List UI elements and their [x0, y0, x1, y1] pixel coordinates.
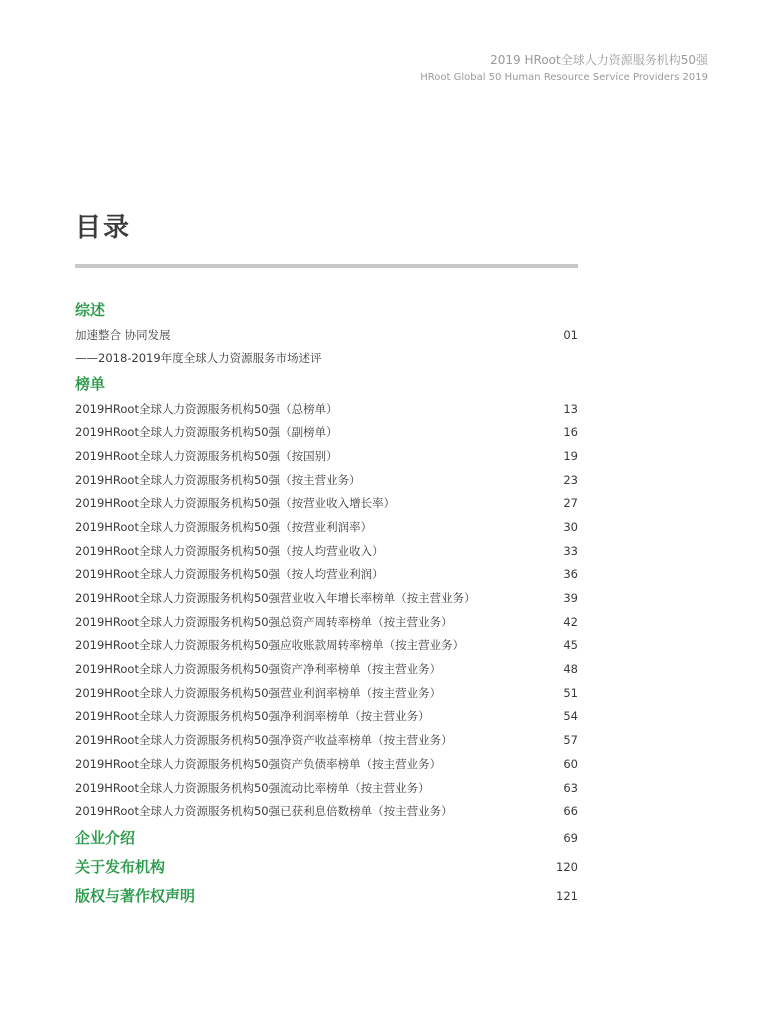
toc-section-page: 121	[556, 888, 578, 903]
toc-entry-title: 2019HRoot全球人力资源服务机构50强（按主营业务）	[75, 472, 361, 487]
toc-entry-title: 2019HRoot全球人力资源服务机构50强应收账款周转率榜单（按主营业务）	[75, 638, 465, 653]
toc-entry-page: 23	[563, 472, 578, 487]
toc-section-heading-rankings: 榜单	[75, 374, 106, 393]
toc-entry[interactable]	[75, 515, 578, 539]
toc-entry[interactable]	[75, 397, 578, 421]
header-title-en: HRoot Global 50 Human Resource Service Providers 2019	[420, 72, 708, 83]
toc-entry-title: 2019HRoot全球人力资源服务机构50强（按人均营业利润）	[75, 567, 384, 582]
toc-entry-page: 66	[563, 804, 578, 819]
toc-entry[interactable]	[75, 539, 578, 563]
toc-entry[interactable]	[75, 799, 578, 823]
toc-entry-title: 2019HRoot全球人力资源服务机构50强净资产收益率榜单（按主营业务）	[75, 733, 453, 748]
toc-entry-title: 2019HRoot全球人力资源服务机构50强（按国别）	[75, 448, 338, 463]
toc-section-entry[interactable]	[75, 852, 578, 881]
toc-section-entry[interactable]	[75, 823, 578, 852]
toc-entry-page: 60	[563, 756, 578, 771]
toc-section-page: 120	[556, 859, 578, 874]
toc-entry[interactable]	[75, 323, 578, 347]
toc-entry-title: 2019HRoot全球人力资源服务机构50强营业利润率榜单（按主营业务）	[75, 685, 442, 700]
toc-entry[interactable]	[75, 776, 578, 800]
toc-entry-subtitle: ——2018-2019年度全球人力资源服务市场述评	[75, 351, 322, 366]
page-header	[420, 52, 708, 85]
toc-entry[interactable]	[75, 657, 578, 681]
toc-section-heading-overview: 综述	[75, 301, 106, 319]
toc-entry[interactable]	[75, 728, 578, 752]
toc-entry-page: 33	[563, 543, 578, 558]
toc-entry-page: 48	[563, 662, 578, 677]
toc-entry[interactable]	[75, 681, 578, 705]
toc-entry[interactable]	[75, 610, 578, 634]
toc-ranking-list	[75, 397, 578, 823]
toc-entry[interactable]	[75, 420, 578, 444]
toc-section-entry[interactable]	[75, 881, 578, 910]
toc-section-list	[75, 823, 578, 910]
toc-entry[interactable]	[75, 468, 578, 492]
toc-entry-page: 16	[563, 425, 578, 440]
toc-entry-title: 2019HRoot全球人力资源服务机构50强已获利息倍数榜单（按主营业务）	[75, 804, 453, 819]
toc-section-title: 企业介绍	[75, 829, 136, 848]
toc-entry[interactable]	[75, 444, 578, 468]
title-divider	[75, 264, 578, 268]
toc-entry[interactable]	[75, 752, 578, 776]
toc-entry-title: 2019HRoot全球人力资源服务机构50强（按人均营业收入）	[75, 543, 384, 558]
toc-entry-title: 2019HRoot全球人力资源服务机构50强营业收入年增长率榜单（按主营业务）	[75, 591, 476, 606]
toc-entry-title: 2019HRoot全球人力资源服务机构50强（按营业利润率）	[75, 519, 373, 534]
toc-entry-page: 51	[563, 685, 578, 700]
toc-entry[interactable]	[75, 491, 578, 515]
toc-entry-page: 01	[563, 327, 578, 342]
toc-entry-title: 2019HRoot全球人力资源服务机构50强（按营业收入增长率）	[75, 496, 396, 511]
toc-entry-title: 加速整合 协同发展	[75, 327, 171, 342]
toc-entry-page: 27	[563, 496, 578, 511]
toc-entry[interactable]	[75, 586, 578, 610]
toc-entry-page: 42	[563, 614, 578, 629]
page-title: 目录	[75, 213, 132, 243]
toc-entry[interactable]	[75, 563, 578, 587]
header-title-zh: 2019 HRoot全球人力资源服务机构50强	[490, 53, 708, 67]
toc-entry-title: 2019HRoot全球人力资源服务机构50强流动比率榜单（按主营业务）	[75, 780, 430, 795]
toc-entry-page: 13	[563, 401, 578, 416]
toc-entry-title: 2019HRoot全球人力资源服务机构50强净利润率榜单（按主营业务）	[75, 709, 430, 724]
toc-section-title: 关于发布机构	[75, 858, 166, 877]
toc-entry-page: 36	[563, 567, 578, 582]
toc-entry-title: 2019HRoot全球人力资源服务机构50强资产净利率榜单（按主营业务）	[75, 662, 442, 677]
toc-entry[interactable]	[75, 634, 578, 658]
toc-entry-page: 19	[563, 448, 578, 463]
toc-entry[interactable]	[75, 705, 578, 729]
toc-entry-title: 2019HRoot全球人力资源服务机构50强（总榜单）	[75, 401, 338, 416]
table-of-contents	[75, 296, 578, 910]
toc-entry-page: 30	[563, 519, 578, 534]
toc-entry-page: 57	[563, 733, 578, 748]
toc-entry-title: 2019HRoot全球人力资源服务机构50强资产负债率榜单（按主营业务）	[75, 756, 442, 771]
toc-entry-page: 63	[563, 780, 578, 795]
toc-section-title: 版权与著作权声明	[75, 887, 196, 906]
toc-entry-title: 2019HRoot全球人力资源服务机构50强总资产周转率榜单（按主营业务）	[75, 614, 453, 629]
toc-entry-page: 45	[563, 638, 578, 653]
toc-section-page: 69	[563, 830, 578, 845]
toc-entry-title: 2019HRoot全球人力资源服务机构50强（副榜单）	[75, 425, 338, 440]
toc-entry-page: 54	[563, 709, 578, 724]
toc-entry-page: 39	[563, 591, 578, 606]
